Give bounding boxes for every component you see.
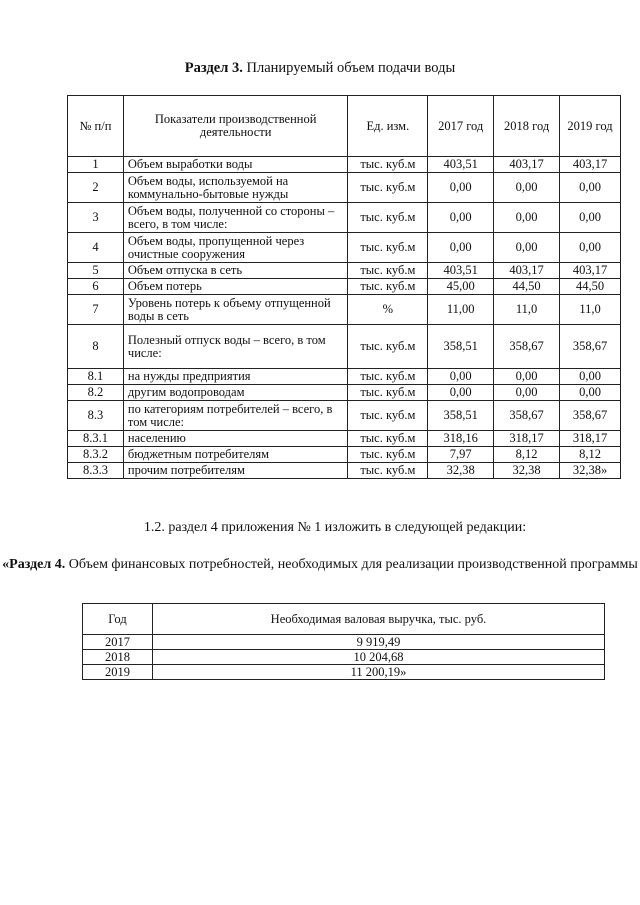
section3-title-text: Планируемый объем подачи воды <box>242 60 456 76</box>
row-name: на нужды предприятия <box>123 369 348 385</box>
row-2019: 32,38» <box>560 463 621 479</box>
table-row <box>68 463 621 479</box>
water-supply-table <box>67 95 621 479</box>
row-2019: 403,17 <box>560 157 621 173</box>
row-value: 10 204,68 <box>153 650 605 665</box>
table-row <box>68 279 621 295</box>
table-row <box>68 233 621 263</box>
row-name: прочим потребителям <box>123 463 348 479</box>
row-2019: 44,50 <box>560 279 621 295</box>
row-unit: тыс. куб.м <box>348 369 428 385</box>
table-row <box>83 665 605 680</box>
row-unit: тыс. куб.м <box>348 431 428 447</box>
row-unit: тыс. куб.м <box>348 401 428 431</box>
row-name: Объем воды, пропущенной через очистные сооружения <box>123 233 348 263</box>
row-2019: 8,12 <box>560 447 621 463</box>
row-name: другим водопроводам <box>123 385 348 401</box>
row-name: бюджетным потребителям <box>123 447 348 463</box>
row-num: 8.2 <box>68 385 124 401</box>
row-unit: % <box>348 295 428 325</box>
table-row <box>68 401 621 431</box>
row-2017: 0,00 <box>428 233 494 263</box>
table-row <box>68 447 621 463</box>
row-2018: 11,0 <box>494 295 560 325</box>
row-name: по категориям потребителей – всего, в том числе: <box>123 401 348 431</box>
row-2019: 0,00 <box>560 203 621 233</box>
row-num: 5 <box>68 263 124 279</box>
row-2017: 32,38 <box>428 463 494 479</box>
table-header-row <box>68 96 621 157</box>
row-2017: 0,00 <box>428 385 494 401</box>
row-unit: тыс. куб.м <box>348 325 428 369</box>
col-header-2019: 2019 год <box>560 96 621 157</box>
row-num: 8.3.1 <box>68 431 124 447</box>
section3-title <box>0 60 640 77</box>
table-header-row <box>83 604 605 635</box>
row-2017: 358,51 <box>428 325 494 369</box>
row-2017: 11,00 <box>428 295 494 325</box>
row-2019: 403,17 <box>560 263 621 279</box>
row-2019: 318,17 <box>560 431 621 447</box>
row-unit: тыс. куб.м <box>348 279 428 295</box>
table-row <box>83 635 605 650</box>
col-header-unit: Ед. изм. <box>348 96 428 157</box>
row-2017: 358,51 <box>428 401 494 431</box>
row-2017: 7,97 <box>428 447 494 463</box>
row-2018: 8,12 <box>494 447 560 463</box>
row-2017: 403,51 <box>428 157 494 173</box>
row-num: 8.1 <box>68 369 124 385</box>
table-row <box>68 173 621 203</box>
row-2018: 403,17 <box>494 157 560 173</box>
row-name: Объем отпуска в сеть <box>123 263 348 279</box>
row-2018: 0,00 <box>494 233 560 263</box>
row-name: Объем потерь <box>123 279 348 295</box>
row-name: Объем выработки воды <box>123 157 348 173</box>
row-2018: 318,17 <box>494 431 560 447</box>
row-num: 1 <box>68 157 124 173</box>
row-2017: 318,16 <box>428 431 494 447</box>
row-year: 2019 <box>83 665 153 680</box>
row-2019: 0,00 <box>560 385 621 401</box>
row-name: Объем воды, используемой на коммунально-бытовые нужды <box>123 173 348 203</box>
row-unit: тыс. куб.м <box>348 263 428 279</box>
row-value: 11 200,19» <box>153 665 605 680</box>
row-2018: 0,00 <box>494 385 560 401</box>
row-num: 8.3.3 <box>68 463 124 479</box>
row-2018: 0,00 <box>494 173 560 203</box>
row-2017: 0,00 <box>428 203 494 233</box>
row-name: Полезный отпуск воды – всего, в том числе: <box>123 325 348 369</box>
row-unit: тыс. куб.м <box>348 157 428 173</box>
row-2019: 11,0 <box>560 295 621 325</box>
row-year: 2018 <box>83 650 153 665</box>
table-row <box>68 325 621 369</box>
row-num: 2 <box>68 173 124 203</box>
section3-title-bold: Раздел 3. <box>184 60 243 76</box>
row-2018: 0,00 <box>494 203 560 233</box>
row-num: 3 <box>68 203 124 233</box>
row-value: 9 919,49 <box>153 635 605 650</box>
row-name: Уровень потерь к объему отпущенной воды в сеть <box>123 295 348 325</box>
row-2017: 0,00 <box>428 369 494 385</box>
row-num: 8.3.2 <box>68 447 124 463</box>
table-row <box>68 295 621 325</box>
table-row <box>68 431 621 447</box>
table-row <box>68 157 621 173</box>
section4-title-text: Объем финансовых потребностей, необходимых для реализации производственной программы <box>65 557 638 572</box>
row-num: 6 <box>68 279 124 295</box>
row-unit: тыс. куб.м <box>348 233 428 263</box>
row-num: 4 <box>68 233 124 263</box>
row-2018: 44,50 <box>494 279 560 295</box>
section4-title <box>0 556 640 573</box>
col-header-2017: 2017 год <box>428 96 494 157</box>
row-2018: 0,00 <box>494 369 560 385</box>
table-row <box>68 263 621 279</box>
row-name: населению <box>123 431 348 447</box>
row-2017: 403,51 <box>428 263 494 279</box>
table-row <box>68 385 621 401</box>
row-unit: тыс. куб.м <box>348 173 428 203</box>
col-header-num: № п/п <box>68 96 124 157</box>
row-2017: 45,00 <box>428 279 494 295</box>
row-2017: 0,00 <box>428 173 494 203</box>
col-header-2018: 2018 год <box>494 96 560 157</box>
row-unit: тыс. куб.м <box>348 463 428 479</box>
row-unit: тыс. куб.м <box>348 447 428 463</box>
row-2018: 358,67 <box>494 325 560 369</box>
row-year: 2017 <box>83 635 153 650</box>
col-header-year: Год <box>83 604 153 635</box>
row-unit: тыс. куб.м <box>348 203 428 233</box>
section4-title-bold: «Раздел 4. <box>2 557 66 572</box>
row-name: Объем воды, полученной со стороны – всего, в том числе: <box>123 203 348 233</box>
row-unit: тыс. куб.м <box>348 385 428 401</box>
row-2019: 0,00 <box>560 173 621 203</box>
row-2019: 0,00 <box>560 369 621 385</box>
row-2018: 32,38 <box>494 463 560 479</box>
row-num: 7 <box>68 295 124 325</box>
row-2019: 358,67 <box>560 325 621 369</box>
row-num: 8 <box>68 325 124 369</box>
table-row <box>68 369 621 385</box>
table-row <box>68 203 621 233</box>
row-2018: 358,67 <box>494 401 560 431</box>
col-header-indicator: Показатели производственной деятельности <box>123 96 348 157</box>
row-2019: 0,00 <box>560 233 621 263</box>
table-row <box>83 650 605 665</box>
row-2019: 358,67 <box>560 401 621 431</box>
row-num: 8.3 <box>68 401 124 431</box>
row-2018: 403,17 <box>494 263 560 279</box>
col-header-revenue: Необходимая валовая выручка, тыс. руб. <box>153 604 605 635</box>
paragraph-1-2: 1.2. раздел 4 приложения № 1 изложить в следующей редакции: <box>143 520 527 535</box>
financial-needs-table <box>82 603 605 680</box>
